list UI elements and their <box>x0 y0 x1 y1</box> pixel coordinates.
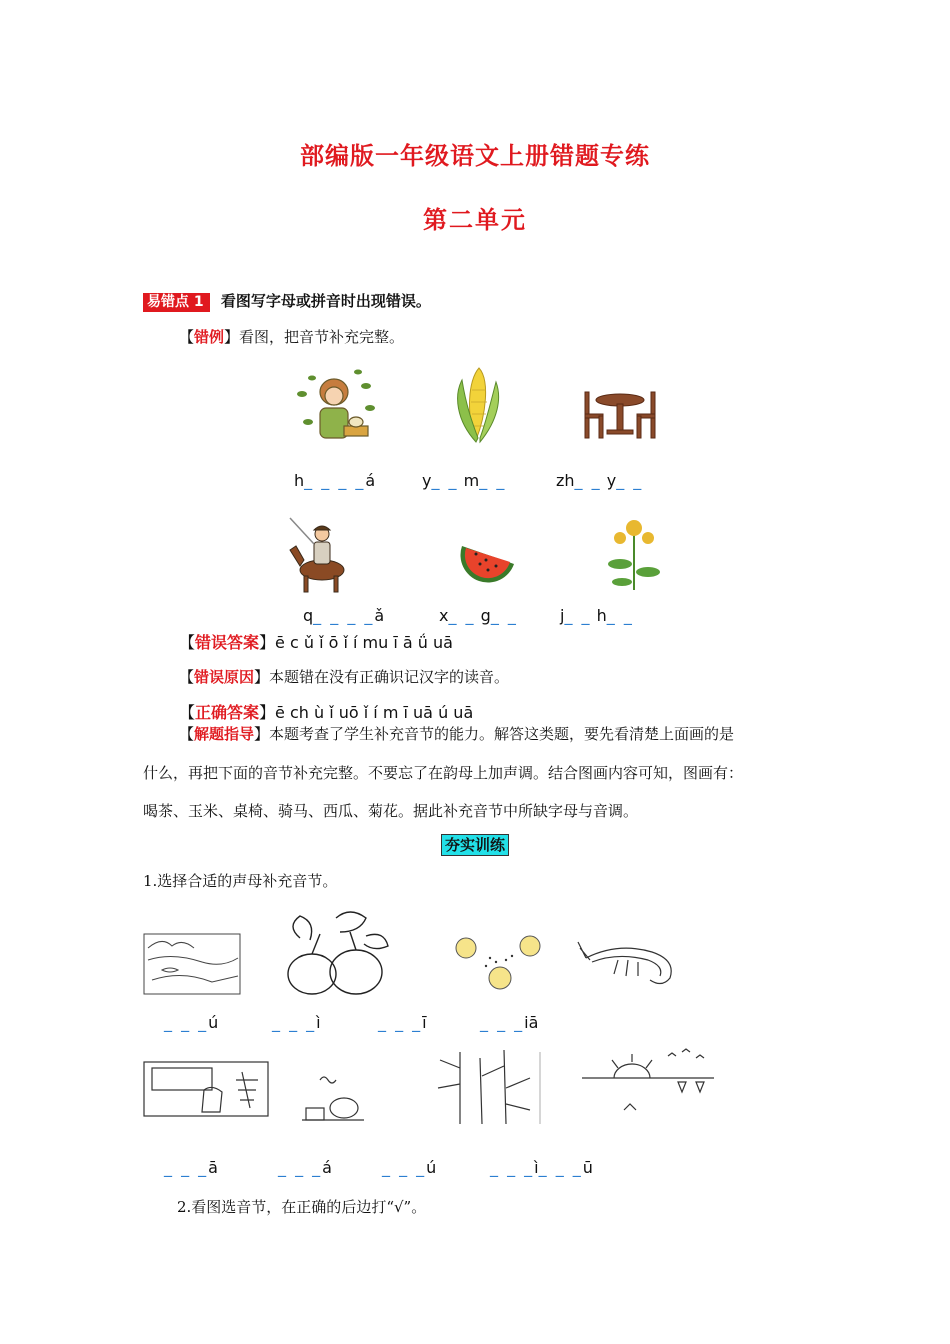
training-heading <box>0 834 950 855</box>
bracket-close: 】 <box>224 328 240 346</box>
question-1: 1.选择合适的声母补充音节。 <box>143 872 338 890</box>
watermelon-icon <box>456 524 520 586</box>
example-syllable-4: q_ _ _ _ǎ <box>303 606 385 625</box>
riding-horse-icon <box>284 512 356 594</box>
chicks-sketch <box>450 930 548 996</box>
example-syllable-1: h_ _ _ _á <box>294 471 376 490</box>
q1-syllable-7: _ _ _ú <box>382 1158 437 1177</box>
wrong-answer-text: ē c ǔ ǐ ō ǐ í mu ī ā ǘ uā <box>275 633 453 652</box>
example-syllable-5: x_ _ g_ _ <box>439 606 518 625</box>
bracket-open: 【 <box>179 328 195 346</box>
sunset-birds-sketch <box>578 1046 718 1122</box>
wrong-reason-tag: 错误原因 <box>194 668 255 686</box>
wrong-reason: 【错误原因】本题错在没有正确识记汉字的读音。 <box>179 668 510 686</box>
error-point-badge: 易错点 1 <box>143 293 210 312</box>
example-instruction <box>179 326 404 347</box>
drinking-tea-icon <box>290 364 378 448</box>
example-instruction-text: 看图，把音节补充完整。 <box>239 328 405 346</box>
q1-syllable-8: _ _ _ì_ _ _ū <box>490 1158 593 1177</box>
solution-guide-line-2: 什么，再把下面的音节补充完整。不要忘了在韵母上加声调。结合图画内容可知，图画有： <box>143 764 744 782</box>
window-sketch <box>142 1060 270 1118</box>
q1-syllable-6: _ _ _á <box>278 1158 332 1177</box>
training-badge: 夯实训练 <box>441 834 509 856</box>
shrimp-sketch <box>578 938 682 992</box>
page-title: 部编版一年级语文上册错题专练 <box>300 142 650 170</box>
correct-answer-tag: 正确答案 <box>195 703 260 722</box>
table-chairs-icon <box>581 386 659 442</box>
solution-guide-line-1: 【解题指导】本题考查了学生补充音节的能力。解答这类题，要先看清楚上面画的是 <box>179 725 735 743</box>
correct-answer-text: ē ch ù ǐ uō ǐ í m ī uā ú uā <box>275 703 474 722</box>
example-syllable-6: j_ _ h_ _ <box>560 606 634 625</box>
example-syllable-3: zh_ _ y_ _ <box>556 471 644 490</box>
bamboo-sketch <box>420 1048 544 1128</box>
q1-syllable-5: _ _ _ā <box>164 1158 218 1177</box>
wrong-reason-text: 本题错在没有正确识记汉字的读音。 <box>269 668 510 686</box>
q1-syllable-1: _ _ _ú <box>164 1013 219 1032</box>
chrysanthemum-icon <box>602 512 666 592</box>
error-point-text: 看图写字母或拼音时出现错误。 <box>220 292 431 310</box>
q1-syllable-3: _ _ _ī <box>378 1013 427 1032</box>
wrong-answer-tag: 错误答案 <box>195 633 260 652</box>
wrong-answer: 【错误答案】ē c ǔ ǐ ō ǐ í mu ī ā ǘ uā <box>179 633 453 652</box>
example-tag: 错例 <box>194 328 225 346</box>
example-syllable-2: y_ _ m_ _ <box>422 471 507 490</box>
river-fish-sketch <box>142 930 242 996</box>
question-2: 2.看图选音节，在正确的后边打“√”。 <box>177 1198 427 1216</box>
tea-sketch <box>300 1074 366 1124</box>
corn-icon <box>446 360 512 450</box>
q1-syllable-2: _ _ _ì <box>272 1013 321 1032</box>
persimmon-sketch <box>280 908 392 998</box>
error-point-heading <box>143 290 431 311</box>
correct-answer: 【正确答案】ē ch ù ǐ uō ǐ í m ī uā ú uā <box>179 703 474 722</box>
unit-title: 第二单元 <box>423 206 527 234</box>
solution-guide-tag: 解题指导 <box>194 725 255 743</box>
q1-syllable-4: _ _ _iā <box>480 1013 539 1032</box>
solution-guide-line-3: 喝茶、玉米、桌椅、骑马、西瓜、菊花。据此补充音节中所缺字母与音调。 <box>143 802 639 820</box>
